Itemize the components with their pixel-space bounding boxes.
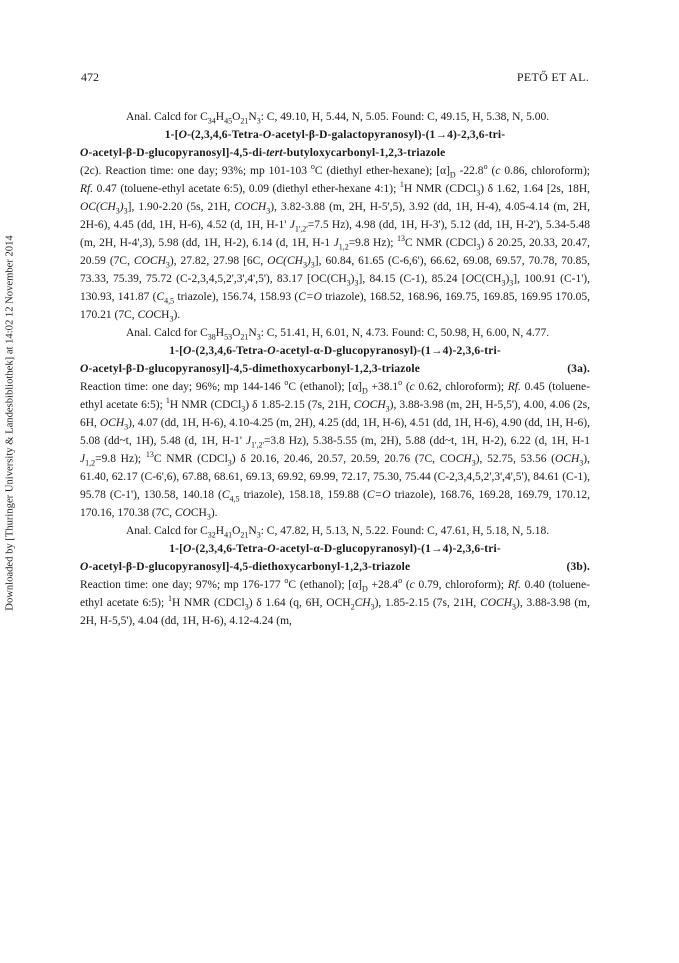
compound-title-line: O-acetyl-β-D-glucopyranosyl]-4,5-diethoxycarbonyl-1,2,3-triazole (3b). (80, 561, 590, 573)
compound-title-line: O-acetyl-β-D-glucopyranosyl]-4,5-dimethoxycarbonyl-1,2,3-triazole (3a). (80, 363, 590, 375)
download-watermark (2, 150, 18, 695)
page-number: 472 (81, 70, 99, 84)
characterization-paragraph: (2c). Reaction time: one day; 93%; mp 101-103 $^o$C (diethyl ether-hexane); $[\alpha]_D$ -22.8$^o$ (c 0.86, chloroform); Rf. 0.47 (toluene-ethyl acetate 6:5), 0.09 (diethyl ether-hexane 4:1); $^1$H NMR (CDCl$_3$) δ 1.62, 1.64 [2s, 18H, $OC(CH_3)_3$], 1.90-2.20 (5s, 21H, $COCH_3$), 3.82-3.88 (m, 2H, H-5',5), 3.92 (dd, 1H, H-4), 4.05-4.14 (m, 2H, 2H-6), 4.45 (dd, 1H, H-6), 4.52 (d, 1H, H-1' $J_{1',2'}=7.5$ Hz), 4.98 (dd, 1H, H-3'), 5.12 (dd, 1H, H-2'), 5.34-5.48 (m, 2H, H-4',3), 5.98 (dd, 1H, H-2), 6.14 (d, 1H, H-1 $J_{1,2}=9.8$ Hz); $^{13}$C NMR (CDCl$_3$) δ 20.25, 20.33, 20.47, 20.59 (7C, $COCH_3$), 27.82, 27.98 [6C, $OC(CH_3)_3$], 60.84, 61.65 (C-6,6'), 66.62, 69.08, 69.57, 70.78, 70.85, 73.33, 75.39, 75.72 (C-2,3,4,5,2',3',4',5'), 83.17 $[OC(CH_3)_3]$, 84.15 (C-1), 85.24 $[OC(CH_3)_3]$, 100.91 (C-1'), 130.93, 141.87 ($C_{4,5}$ triazole), 156.74, 158.93 (C=O triazole), 168.52, 168.96, 169.75, 169.85, 169.95 170.05, 170.21 (7C, $COCH_3$). (80, 162, 591, 324)
body-text (80, 108, 590, 630)
compound-title-line: 1-[O-(2,3,4,6-Tetra-O-acetyl-α-D-glucopyranosyl)-(1→4)-2,3,6-tri- (169, 345, 501, 357)
running-head: PETŐ ET AL. (516, 70, 589, 84)
compound-title-line: 1-[O-(2,3,4,6-Tetra-O-acetyl-α-D-glucopyranosyl)-(1→4)-2,3,6-tri- (169, 543, 501, 555)
analysis-paragraph: Anal. Calcd for $C_{38}H_{53}O_{21}N_3$: C, 51.41, H, 6.01, N, 4.73. Found: C, 50.98, H, 6.00, N, 4.77. (126, 327, 550, 342)
page-header (0, 70, 679, 86)
characterization-paragraph: Reaction time: one day; 97%; mp 176-177 $^o$C (ethanol); $[\alpha]_D +28.4^o$ (c 0.79, chloroform); Rf. 0.40 (toluene-ethyl acetate 6:5); $^1$H NMR (CDCl$_3$) δ 1.64 (q, 6H, $OCH_2CH_3$), 1.85-2.15 (7s, 21H, $COCH_3$), 3.88-3.98 (m, 2H, H-5,5'), 4.04 (dd, 1H, H-6), 4.12-4.24 (m, (80, 576, 590, 627)
analysis-paragraph: Anal. Calcd for $C_{32}H_{41}O_{21}N_3$: C, 47.82, H, 5.13, N, 5.22. Found: C, 47.61, H, 5.18, N, 5.18. (126, 525, 550, 540)
analysis-paragraph: Anal. Calcd for $C_{34}H_{45}O_{21}N_3$: C, 49.10, H, 5.44, N, 5.05. Found: C, 49.15, H, 5.38, N, 5.00. (126, 111, 550, 126)
characterization-paragraph: Reaction time: one day; 96%; mp 144-146 $^o$C (ethanol); $[\alpha]_D +38.1^o$ (c 0.62, chloroform); Rf. 0.45 (toluene-ethyl acetate 6:5); $^1$H NMR (CDCl$_3$) δ 1.85-2.15 (7s, 21H, $COCH_3$), 3.88-3.98 (m, 2H, H-5,5'), 4.00, 4.06 (2s, 6H, $OCH_3$), 4.07 (dd, 1H, H-6), 4.10-4.25 (m, 2H), 4.25 (dd, 1H, H-6), 4.51 (dd, 1H, H-6), 4.90 (dd, 1H, H-6), 5.08 (dd~t, 1H), 5.48 (d, 1H, H-1' $J_{1',2'}=3.8$ Hz), 5.38-5.55 (m, 2H), 5.88 (dd~t, 1H, H-2), 6.22 (d, 1H, H-1 $J_{1,2}=9.8$ Hz); $^{13}$C NMR (CDCl$_3$) δ 20.16, 20.46, 20.57, 20.59, 20.76 (7C, $COCH_3$), 52.75, 53.56 $(OCH_3)$, 61.40, 62.17 (C-6',6), 67.88, 68.61, 69.13, 69.92, 69.99, 72.17, 75.30, 75.44 (C-2,3,4,5,2',3',4',5'), 84.61 (C-1), 95.78 (C-1'), 130.58, 140.18 ($C_{4,5}$ triazole), 158.18, 159.88 (C=O triazole), 168.76, 169.28, 169.79, 170.12, 170.16, 170.38 (7C, $COCH_3$). (80, 378, 590, 522)
compound-title-line: 1-[O-(2,3,4,6-Tetra-O-acetyl-β-D-galactopyranosyl)-(1→4)-2,3,6-tri- (164, 129, 506, 141)
download-note: Downloaded by [Thuringer University & Landesbibliothek] at 14:02 12 November 2014 (4, 234, 16, 611)
compound-title-line: O-acetyl-β-D-glucopyranosyl]-4,5-di-tert-butyloxycarbonyl-1,2,3-triazole (80, 147, 446, 159)
